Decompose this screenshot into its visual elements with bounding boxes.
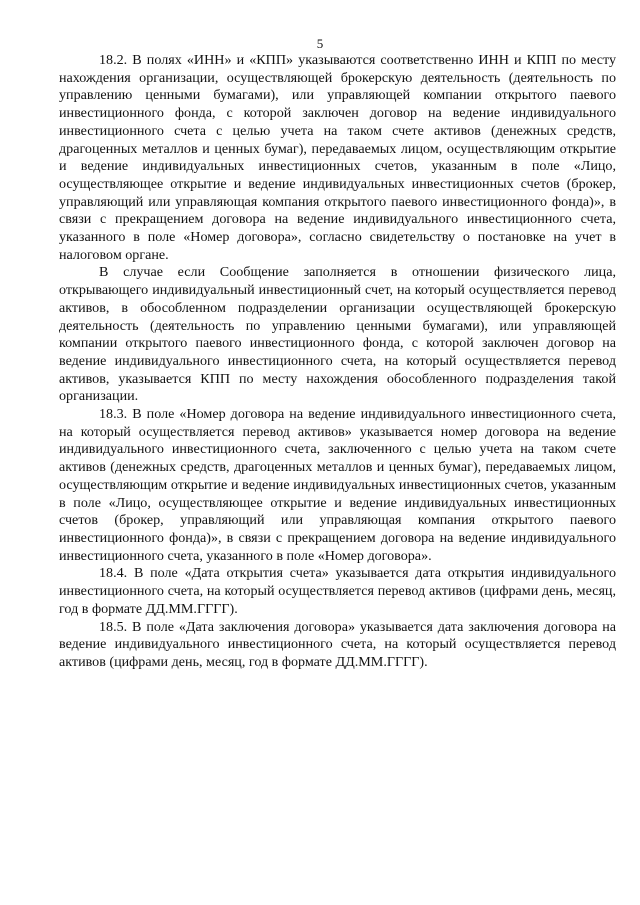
paragraph-18-4: 18.4. В поле «Дата открытия счета» указывается дата открытия индивидуального инвестиционного счета, на который осуществляется перевод активов (цифрами день, месяц, год в формате ДД.ММ.ГГГГ). [59, 565, 616, 617]
document-body [59, 52, 616, 672]
page-number: 5 [316, 36, 324, 51]
paragraph-18-3: 18.3. В поле «Номер договора на ведение индивидуального инвестиционного счета, на который осуществляется перевод активов» указывается номер договора на ведение индивидуального инвестиционного счета, заключенного с целью учета на таком счете активов (денежных средств, драгоценных металлов и ценных бумаг), передаваемых лицом, осуществляющим открытие и ведение индивидуальных инвестиционных счетов, указанным в поле «Лицо, осуществляющее открытие и ведение индивидуальных инвестиционных счетов (брокер, управляющий или управляющая компания открытого паевого инвестиционного фонда)», в связи с прекращением договора на ведение индивидуального инвестиционного счета, указанного в поле «Номер договора». [59, 406, 616, 564]
paragraph-18-5: 18.5. В поле «Дата заключения договора» указывается дата заключения договора на ведение индивидуального инвестиционного счета, на который осуществляется перевод активов (цифрами день, месяц, год в формате ДД.ММ.ГГГГ). [59, 618, 616, 670]
paragraph-18-2-continued: В случае если Сообщение заполняется в отношении физического лица, открывающего индивидуальный инвестиционный счет, на который осуществляется перевод активов, в обособленном подразделении организации осуществляющей брокерскую деятельность (деятельность по управлению ценными бумагами), или управляющей компании открытого паевого инвестиционного фонда, с которой заключен договор на ведение индивидуального инвестиционного счета, на который осуществляется перевод активов, указывается КПП по месту нахождения обособленного подразделения такой организации. [59, 264, 616, 405]
paragraph-18-2: 18.2. В полях «ИНН» и «КПП» указываются соответственно ИНН и КПП по месту нахождения организации, осуществляющей брокерскую деятельность (деятельность по управлению ценными бумагами), или управляющей компании открытого паевого инвестиционного фонда, с которой заключен договор на ведение индивидуального инвестиционного счета с целью учета на таком счете активов (денежных средств, драгоценных металлов и ценных бумаг), передаваемых лицом, осуществляющим открытие и ведение индивидуальных инвестиционных счетов, указанным в поле «Лицо, осуществляющее открытие и ведение индивидуальных инвестиционных счетов (брокер, управляющий или управляющая компания открытого паевого инвестиционного фонда)», в связи с прекращением договора на ведение индивидуального инвестиционного счета, указанного в поле «Номер договора», согласно свидетельству о постановке на учет в налоговом органе. [59, 52, 616, 263]
